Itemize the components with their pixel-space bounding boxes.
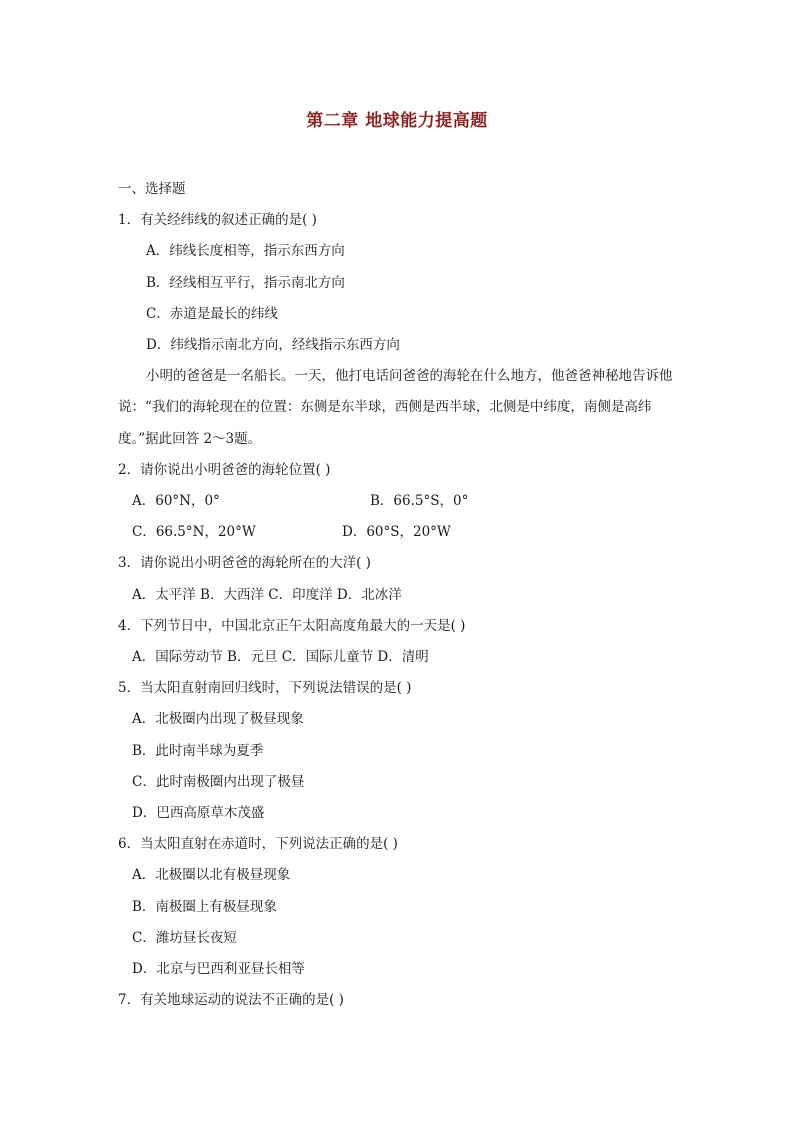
question-5-option-b: B．此时南半球为夏季 <box>132 742 264 759</box>
question-4-stem: 4．下列节日中，中国北京正午太阳高度角最大的一天是( ) <box>118 617 466 634</box>
question-7-stem: 7．有关地球运动的说法不正确的是( ) <box>118 992 344 1009</box>
question-5-option-a: A．北极圈内出现了极昼现象 <box>132 711 304 728</box>
question-2-option-d: D．60°S，20°W <box>342 524 451 541</box>
question-6-option-b: B．南极圈上有极昼现象 <box>132 898 277 915</box>
question-4-options: A．国际劳动节 B．元旦 C．国际儿童节 D．清明 <box>132 649 429 666</box>
section-heading: 一、选择题 <box>118 181 186 197</box>
question-6-stem: 6．当太阳直射在赤道时，下列说法正确的是( ) <box>118 836 398 853</box>
document-body <box>118 174 688 1016</box>
question-1-option-b: B．经线相互平行，指示南北方向 <box>146 274 345 291</box>
question-2-option-b: B．66.5°S，0° <box>370 493 469 510</box>
question-6-option-c: C．潍坊昼长夜短 <box>132 929 237 946</box>
question-6-option-d: D．北京与巴西利亚昼长相等 <box>132 961 305 978</box>
question-1-option-a: A．纬线长度相等，指示东西方向 <box>146 243 345 260</box>
question-1-stem: 1．有关经纬线的叙述正确的是( ) <box>118 212 317 229</box>
question-3-options: A．太平洋 B．大西洋 C．印度洋 D．北冰洋 <box>132 586 402 603</box>
question-2-option-a: A．60°N，0° <box>132 493 220 510</box>
question-2-options-row-1 <box>118 486 688 517</box>
question-2-option-c: C．66.5°N，20°W <box>132 524 256 541</box>
question-5-option-d: D．巴西高原草木茂盛 <box>132 805 265 822</box>
question-6-option-a: A．北极圈以北有极昼现象 <box>132 867 291 884</box>
question-2-stem: 2．请你说出小明爸爸的海轮位置( ) <box>118 461 331 478</box>
reading-passage: 小明的爸爸是一名船长。一天，他打电话问爸爸的海轮在什么地方，他爸爸神秘地告诉他说：“我们的海轮现在的位置：东侧是东半球，西侧是西半球，北侧是中纬度，南侧是高纬度。”据此回答 2～3题。 <box>118 368 673 447</box>
question-1-option-c: C．赤道是最长的纬线 <box>146 305 278 322</box>
question-5-stem: 5．当太阳直射南回归线时，下列说法错误的是( ) <box>118 680 412 697</box>
question-2-options-row-2 <box>118 517 688 548</box>
question-5-option-c: C．此时南极圈内出现了极昼 <box>132 773 305 790</box>
question-3-stem: 3．请你说出小明爸爸的海轮所在的大洋( ) <box>118 555 371 572</box>
question-1-option-d: D．纬线指示南北方向，经线指示东西方向 <box>146 337 400 354</box>
page-title: 第二章 地球能力提高题 <box>306 111 488 131</box>
